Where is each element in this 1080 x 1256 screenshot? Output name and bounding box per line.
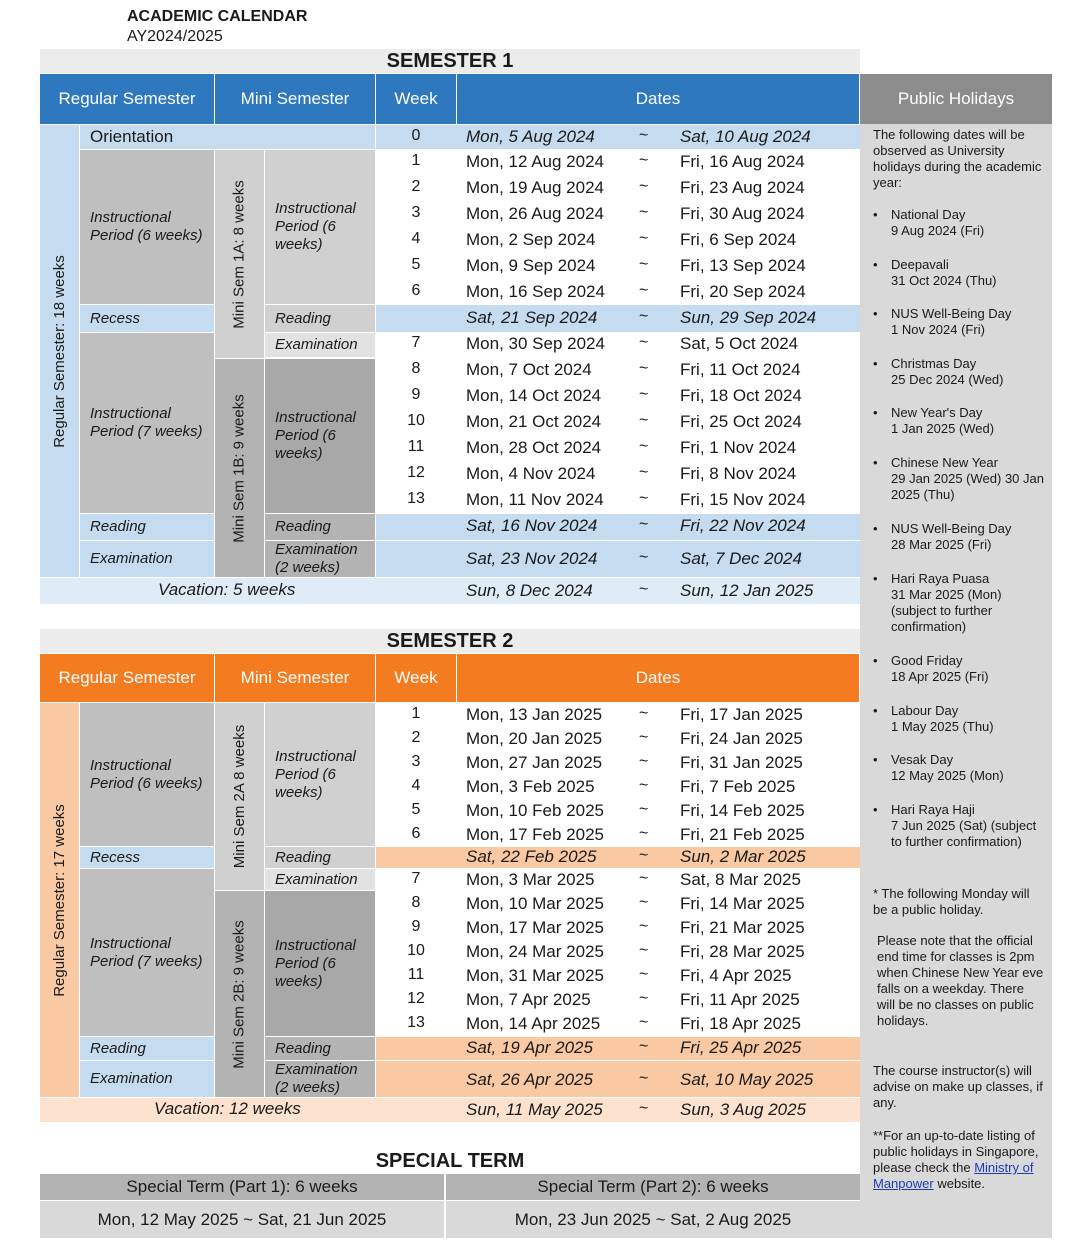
week-number: 6 [411, 825, 421, 842]
s2b-reading: Reading [265, 1037, 375, 1060]
s2-recess: Recess [80, 847, 214, 868]
holiday-note-mom [873, 1128, 1045, 1192]
date-separator: ~ [639, 1100, 649, 1117]
date-separator: ~ [639, 966, 649, 983]
holiday-item [873, 521, 1045, 553]
s1-vacation-label: Vacation: 5 weeks [158, 580, 296, 599]
date-separator: ~ [639, 894, 649, 911]
date-separator: ~ [639, 152, 649, 169]
orientation-label: Orientation [80, 125, 375, 149]
end-date: Fri, 11 Oct 2024 [680, 360, 801, 379]
date-separator: ~ [639, 549, 649, 566]
start-date: Sat, 26 Apr 2025 [466, 1070, 593, 1089]
start-date: Mon, 17 Mar 2025 [466, 918, 604, 937]
academic-year: AY2024/2025 [127, 28, 223, 45]
mini-sem-1b-label: Mini Sem 1B: 9 weeks [215, 359, 264, 577]
header-week-2: Week [376, 654, 456, 702]
end-date: Fri, 31 Jan 2025 [680, 753, 803, 772]
start-date: Mon, 16 Sep 2024 [466, 282, 605, 301]
start-date: Mon, 3 Mar 2025 [466, 870, 595, 889]
header-mini-semester: Mini Semester [215, 74, 375, 124]
end-date: Fri, 4 Apr 2025 [680, 966, 792, 985]
mom-note-end: website. [937, 1176, 986, 1191]
week-number: 7 [411, 334, 421, 351]
header-week: Week [376, 74, 456, 124]
holiday-name: • Chinese New Year [891, 455, 998, 470]
holiday-name: • NUS Well-Being Day [891, 306, 1012, 321]
week-number: 12 [407, 990, 425, 1007]
end-date: Fri, 1 Nov 2024 [680, 438, 797, 457]
holiday-item [873, 703, 1045, 735]
week-number: 3 [411, 204, 421, 221]
start-date: Mon, 9 Sep 2024 [466, 256, 596, 275]
s2-examination: Examination [80, 1061, 214, 1097]
holiday-name: • Deepavali [891, 257, 949, 272]
holiday-note-monday: * The following Monday will be a public holiday. [873, 886, 1030, 917]
date-separator: ~ [639, 308, 649, 325]
week-number: 9 [411, 386, 421, 403]
date-separator: ~ [639, 386, 649, 403]
end-date: Fri, 7 Feb 2025 [680, 777, 796, 796]
date-separator: ~ [639, 847, 649, 864]
s1a-reading: Reading [265, 305, 375, 332]
holiday-item [873, 356, 1045, 388]
start-date: Mon, 26 Aug 2024 [466, 204, 605, 223]
end-date: Fri, 13 Sep 2024 [680, 256, 806, 275]
start-date: Mon, 30 Sep 2024 [466, 334, 605, 353]
week-number: 2 [411, 178, 421, 195]
start-date: Mon, 10 Feb 2025 [466, 801, 604, 820]
special-term-part1-dates: Mon, 12 May 2025 ~ Sat, 21 Jun 2025 [40, 1201, 444, 1238]
date-separator: ~ [639, 942, 649, 959]
start-date: Mon, 14 Apr 2025 [466, 1014, 601, 1033]
end-date: Fri, 8 Nov 2024 [680, 464, 797, 483]
end-date: Sun, 12 Jan 2025 [680, 581, 814, 600]
holiday-date: 25 Dec 2024 (Wed) [891, 372, 1004, 387]
s1b-instructional-period: Instructional Period (6 weeks) [265, 359, 375, 513]
date-separator: ~ [639, 801, 649, 818]
holiday-date: 12 May 2025 (Mon) [891, 768, 1004, 783]
week-number: 9 [411, 918, 421, 935]
holiday-name: • New Year's Day [891, 405, 983, 420]
page-title: ACADEMIC CALENDAR [127, 8, 308, 25]
week-number: 4 [411, 230, 421, 247]
week-number: 13 [407, 1014, 425, 1031]
end-date: Fri, 21 Mar 2025 [680, 918, 805, 937]
holiday-item [873, 455, 1045, 503]
s1-recess: Recess [80, 305, 214, 332]
holiday-item [873, 571, 1045, 635]
mini-sem-2a-label: Mini Sem 2A 8 weeks [215, 703, 264, 890]
date-separator: ~ [639, 230, 649, 247]
end-date: Fri, 18 Apr 2025 [680, 1014, 801, 1033]
date-separator: ~ [639, 777, 649, 794]
week-number: 4 [411, 777, 421, 794]
start-date: Mon, 27 Jan 2025 [466, 753, 603, 772]
week-number: 1 [411, 705, 421, 722]
holiday-item [873, 802, 1045, 850]
end-date: Fri, 16 Aug 2024 [680, 152, 805, 171]
mom-note-text: **For an up-to-date listing of public holidays in Singapore, please check the [873, 1128, 1039, 1175]
week-number: 5 [411, 801, 421, 818]
date-separator: ~ [639, 825, 649, 842]
end-date: Sat, 10 May 2025 [680, 1070, 814, 1089]
end-date: Fri, 23 Aug 2024 [680, 178, 805, 197]
semester2-title: SEMESTER 2 [40, 629, 860, 653]
end-date: Fri, 15 Nov 2024 [680, 490, 806, 509]
holiday-date: 31 Oct 2024 (Thu) [891, 273, 997, 288]
start-date: Mon, 17 Feb 2025 [466, 825, 604, 844]
week-number: 0 [411, 127, 421, 144]
start-date: Mon, 3 Feb 2025 [466, 777, 595, 796]
public-holidays-header: Public Holidays [860, 74, 1052, 124]
week-number: 11 [407, 966, 425, 983]
start-date: Mon, 10 Mar 2025 [466, 894, 604, 913]
end-date: Fri, 25 Oct 2024 [680, 412, 802, 431]
holidays-intro: The following dates will be observed as University holidays during the academic year: [873, 127, 1042, 190]
holiday-item [873, 257, 1045, 289]
date-separator: ~ [639, 360, 649, 377]
regular-semester1-label: Regular Semester: 18 weeks [40, 125, 79, 577]
week-number: 5 [411, 256, 421, 273]
holiday-name: • Vesak Day [891, 752, 954, 767]
start-date: Mon, 14 Oct 2024 [466, 386, 602, 405]
end-date: Fri, 6 Sep 2024 [680, 230, 797, 249]
s1-instructional-period-2: Instructional Period (7 weeks) [80, 333, 214, 513]
date-separator: ~ [639, 990, 649, 1007]
end-date: Fri, 11 Apr 2025 [680, 990, 800, 1009]
holiday-date: 1 Jan 2025 (Wed) [891, 421, 995, 436]
date-separator: ~ [639, 127, 649, 144]
holiday-date: 18 Apr 2025 (Fri) [891, 669, 989, 684]
header-regular-semester: Regular Semester [40, 74, 214, 124]
date-separator: ~ [639, 282, 649, 299]
holiday-note-instructor: The course instructor(s) will advise on make up classes, if any. [873, 1063, 1043, 1110]
end-date: Fri, 14 Feb 2025 [680, 801, 805, 820]
start-date: Mon, 7 Oct 2024 [466, 360, 592, 379]
date-separator: ~ [639, 438, 649, 455]
week-number: 3 [411, 753, 421, 770]
start-date: Mon, 24 Mar 2025 [466, 942, 604, 961]
s1a-instructional-period: Instructional Period (6 weeks) [265, 150, 375, 304]
date-separator: ~ [639, 490, 649, 507]
end-date: Sun, 2 Mar 2025 [680, 847, 806, 866]
holiday-date: 29 Jan 2025 (Wed) 30 Jan 2025 (Thu) [891, 471, 1044, 502]
start-date: Sat, 22 Feb 2025 [466, 847, 597, 866]
date-separator: ~ [639, 753, 649, 770]
date-separator: ~ [639, 1014, 649, 1031]
start-date: Sat, 23 Nov 2024 [466, 549, 598, 568]
week-number: 1 [411, 152, 421, 169]
date-separator: ~ [639, 178, 649, 195]
date-separator: ~ [639, 464, 649, 481]
end-date: Sat, 7 Dec 2024 [680, 549, 802, 568]
week-number: 7 [411, 870, 421, 887]
holiday-name: • Good Friday [891, 653, 963, 668]
holiday-name: • Christmas Day [891, 356, 977, 371]
regular-semester2-label: Regular Semester: 17 weeks [40, 703, 79, 1097]
end-date: Fri, 21 Feb 2025 [680, 825, 805, 844]
end-date: Fri, 18 Oct 2024 [680, 386, 802, 405]
special-term-part2-dates: Mon, 23 Jun 2025 ~ Sat, 2 Aug 2025 [446, 1201, 860, 1238]
holiday-item [873, 207, 1045, 239]
holiday-date: 31 Mar 2025 (Mon) (subject to further confirmation) [891, 587, 1002, 634]
start-date: Mon, 13 Jan 2025 [466, 705, 603, 724]
week-number: 10 [407, 942, 425, 959]
week-number: 12 [407, 464, 425, 481]
end-date: Sat, 10 Aug 2024 [680, 127, 811, 146]
date-separator: ~ [639, 516, 649, 533]
holiday-date: 1 May 2025 (Thu) [891, 719, 994, 734]
week-number: 8 [411, 360, 421, 377]
start-date: Mon, 4 Nov 2024 [466, 464, 596, 483]
header-dates: Dates [457, 74, 859, 124]
end-date: Fri, 24 Jan 2025 [680, 729, 803, 748]
semester1-title: SEMESTER 1 [40, 49, 860, 73]
special-term-part1-label: Special Term (Part 1): 6 weeks [40, 1174, 444, 1200]
start-date: Mon, 2 Sep 2024 [466, 230, 596, 249]
date-separator: ~ [639, 729, 649, 746]
s1b-examination: Examination (2 weeks) [265, 541, 375, 577]
week-number: 10 [407, 412, 425, 429]
date-separator: ~ [639, 581, 649, 598]
date-separator: ~ [639, 1070, 649, 1087]
holiday-name: • Hari Raya Puasa [891, 571, 990, 586]
mini-sem-1a-label: Mini Sem 1A: 8 weeks [215, 150, 264, 358]
holiday-item [873, 405, 1045, 437]
start-date: Mon, 28 Oct 2024 [466, 438, 602, 457]
end-date: Fri, 17 Jan 2025 [680, 705, 803, 724]
week-number: 2 [411, 729, 421, 746]
end-date: Sun, 29 Sep 2024 [680, 308, 817, 327]
start-date: Mon, 7 Apr 2025 [466, 990, 591, 1009]
holiday-name: • Hari Raya Haji [891, 802, 975, 817]
s2b-instructional-period: Instructional Period (6 weeks) [265, 891, 375, 1036]
end-date: Sat, 8 Mar 2025 [680, 870, 801, 889]
header-regular-semester-2: Regular Semester [40, 654, 214, 702]
s2a-instructional-period: Instructional Period (6 weeks) [265, 703, 375, 846]
start-date: Sun, 8 Dec 2024 [466, 581, 593, 600]
start-date: Mon, 31 Mar 2025 [466, 966, 604, 985]
s1b-reading: Reading [265, 514, 375, 540]
s2-instructional-period-2: Instructional Period (7 weeks) [80, 869, 214, 1036]
date-separator: ~ [639, 1038, 649, 1055]
holiday-date: 7 Jun 2025 (Sat) (subject to further confirmation) [891, 818, 1037, 849]
holiday-item [873, 752, 1045, 784]
special-term-part2-label: Special Term (Part 2): 6 weeks [446, 1174, 860, 1200]
ministry-of-manpower-link[interactable]: Ministry of Manpower [873, 1160, 1034, 1191]
week-number: 6 [411, 282, 421, 299]
end-date: Fri, 14 Mar 2025 [680, 894, 805, 913]
start-date: Sat, 21 Sep 2024 [466, 308, 598, 327]
date-separator: ~ [639, 334, 649, 351]
s2-vacation-label: Vacation: 12 weeks [154, 1099, 301, 1118]
start-date: Mon, 20 Jan 2025 [466, 729, 603, 748]
s2-reading: Reading [80, 1037, 214, 1060]
s2b-examination: Examination (2 weeks) [265, 1061, 375, 1097]
week-number: 8 [411, 894, 421, 911]
start-date: Mon, 21 Oct 2024 [466, 412, 602, 431]
end-date: Fri, 20 Sep 2024 [680, 282, 806, 301]
date-separator: ~ [639, 204, 649, 221]
date-separator: ~ [639, 256, 649, 273]
holiday-date: 1 Nov 2024 (Fri) [891, 322, 985, 337]
s1a-examination: Examination [265, 333, 375, 357]
s1-reading: Reading [80, 514, 214, 540]
date-separator: ~ [639, 412, 649, 429]
date-separator: ~ [639, 705, 649, 722]
start-date: Sun, 11 May 2025 [466, 1100, 603, 1119]
end-date: Sun, 3 Aug 2025 [680, 1100, 807, 1119]
end-date: Fri, 30 Aug 2024 [680, 204, 805, 223]
holiday-name: • NUS Well-Being Day [891, 521, 1012, 536]
date-separator: ~ [639, 870, 649, 887]
end-date: Fri, 22 Nov 2024 [680, 516, 806, 535]
s2a-reading: Reading [265, 847, 375, 868]
mini-sem-2b-label: Mini Sem 2B: 9 weeks [215, 891, 264, 1097]
s1-instructional-period-1: Instructional Period (6 weeks) [80, 150, 214, 304]
holiday-name: • Labour Day [891, 703, 959, 718]
header-dates-2: Dates [457, 654, 859, 702]
start-date: Mon, 11 Nov 2024 [466, 490, 604, 509]
holiday-date: 28 Mar 2025 (Fri) [891, 537, 992, 552]
holiday-note-cny: Please note that the official end time for classes is 2pm when Chinese New Year eve falls on a weekday. There will be no classes on public holidays. [877, 933, 1044, 1028]
end-date: Fri, 28 Mar 2025 [680, 942, 805, 961]
start-date: Mon, 12 Aug 2024 [466, 152, 605, 171]
week-number: 13 [407, 490, 425, 507]
start-date: Mon, 5 Aug 2024 [466, 127, 595, 146]
end-date: Sat, 5 Oct 2024 [680, 334, 799, 353]
holiday-date: 9 Aug 2024 (Fri) [891, 223, 985, 238]
holiday-item [873, 653, 1045, 685]
holiday-item [873, 306, 1045, 338]
week-number: 11 [407, 438, 425, 455]
s2a-examination: Examination [265, 869, 375, 890]
end-date: Fri, 25 Apr 2025 [680, 1038, 802, 1057]
holiday-name: • National Day [891, 207, 966, 222]
date-separator: ~ [639, 918, 649, 935]
s2-instructional-period-1: Instructional Period (6 weeks) [80, 703, 214, 846]
start-date: Mon, 19 Aug 2024 [466, 178, 605, 197]
start-date: Sat, 19 Apr 2025 [466, 1038, 593, 1057]
start-date: Sat, 16 Nov 2024 [466, 516, 598, 535]
header-mini-semester-2: Mini Semester [215, 654, 375, 702]
s1-examination: Examination [80, 541, 214, 577]
special-term-title: SPECIAL TERM [40, 1149, 860, 1173]
